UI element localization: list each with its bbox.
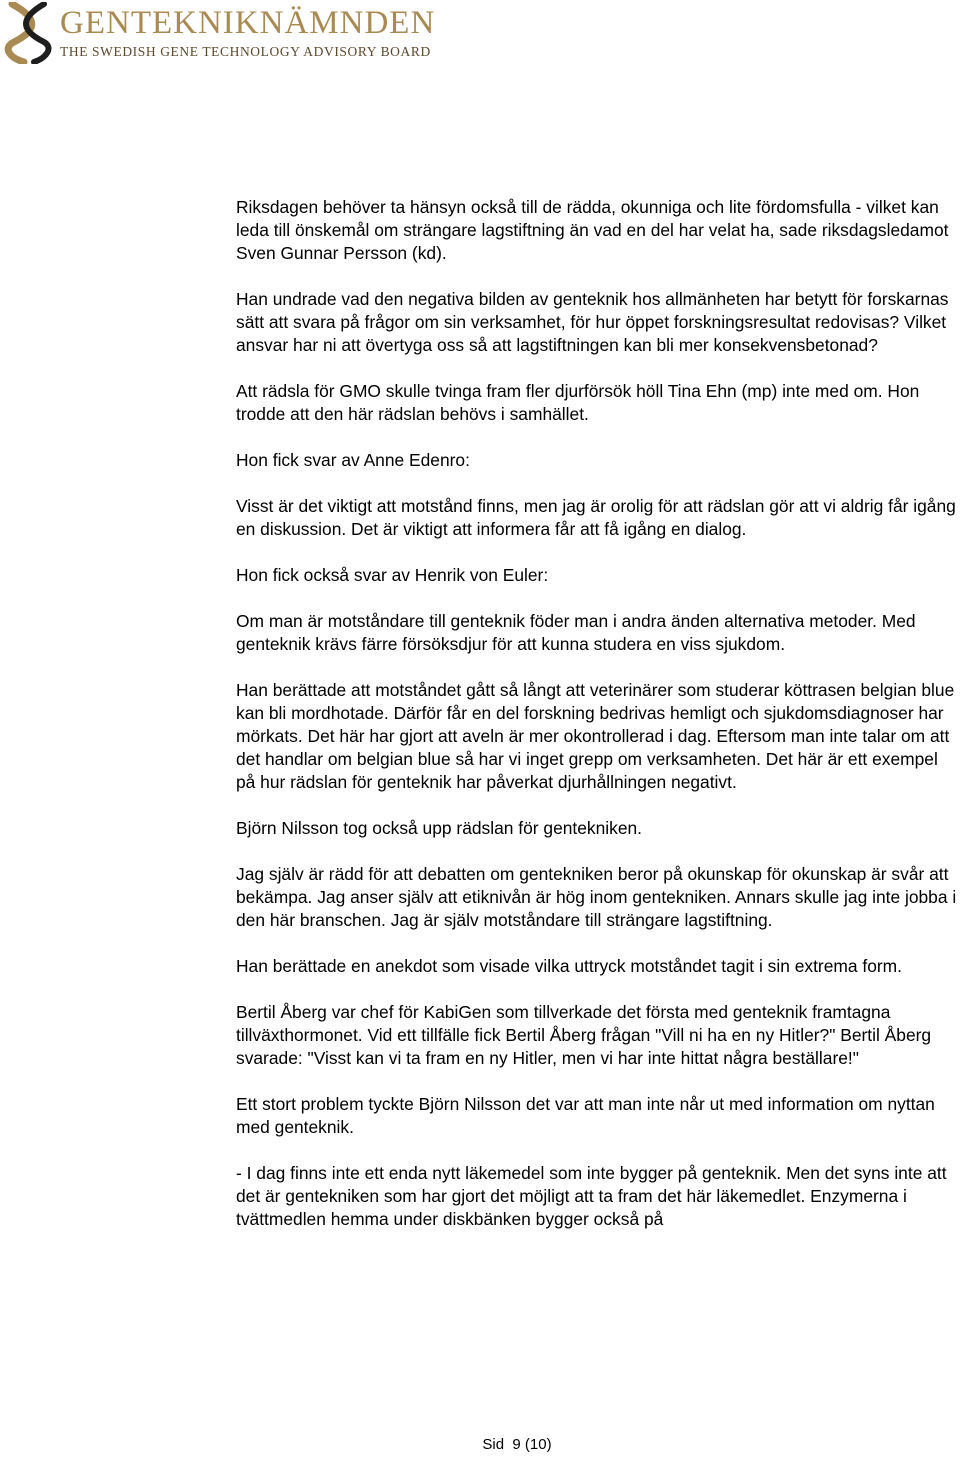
document-body	[236, 196, 958, 1254]
paragraph: Att rädsla för GMO skulle tvinga fram fler djurförsök höll Tina Ehn (mp) inte med om. Hon trodde att den här rädslan behövs i samhället.	[236, 381, 920, 424]
paragraph: Riksdagen behöver ta hänsyn också till de rädda, okunniga och lite fördomsfulla - vilket kan leda till önskemål om strängare lagstiftning än vad en del har velat ha, sade riksdagsledamot Sven Gunnar Persson (kd).	[236, 197, 949, 263]
paragraph: Om man är motståndare till genteknik föder man i andra änden alternativa metoder. Med genteknik krävs färre försöksdjur för att kunna studera en viss sjukdom.	[236, 611, 916, 654]
dna-helix-logo-icon	[4, 2, 54, 64]
paragraph: Hon fick också svar av Henrik von Euler:	[236, 565, 549, 585]
paragraph: Han berättade en anekdot som visade vilka uttryck motståndet tagit i sin extrema form.	[236, 956, 902, 976]
page-footer	[0, 1436, 960, 1454]
organization-name: GENTEKNIKNÄMNDEN	[60, 5, 436, 41]
paragraph: Han undrade vad den negativa bilden av genteknik hos allmänheten har betytt för forskarnas sätt att svara på frågor om sin verksamhet, för hur öppet forskningsresultat redovisas? Vilket ansvar har ni att övertyga oss så att lagstiftningen kan bli mer konsekvensbetonad?	[236, 289, 949, 355]
organization-subtitle: THE SWEDISH GENE TECHNOLOGY ADVISORY BOARD	[60, 44, 431, 59]
paragraph: Björn Nilsson tog också upp rädslan för gentekniken.	[236, 818, 643, 838]
paragraph: Hon fick svar av Anne Edenro:	[236, 450, 470, 470]
paragraph: Bertil Åberg var chef för KabiGen som tillverkade det första med genteknik framtagna tillväxthormonet. Vid ett tillfälle fick Bertil Åberg frågan "Vill ni ha en ny Hitler?" Bertil Åberg svarade: "Visst kan vi ta fram en ny Hitler, men vi har inte hittat några beställare!"	[236, 1002, 932, 1068]
paragraph: Jag själv är rädd för att debatten om gentekniken beror på okunskap för okunskap är svår att bekämpa. Jag anser själv att etiknivån är hög inom gentekniken. Annars skulle jag inte jobba i den här branschen. Jag är själv motståndare till strängare lagstiftning.	[236, 864, 957, 930]
paragraph: Han berättade att motståndet gått så långt att veterinärer som studerar köttrasen belgian blue kan bli mordhotade. Därför får en del forskning bedrivas hemligt och sjukdomsdiagnoser har mörkats. Det här har gjort att aveln är mer okontrollerad i dag. Eftersom man inte talar om att det handlar om belgian blue så har vi inget grepp om verksamheten. Det här är ett exempel på hur rädslan för genteknik har påverkat djurhållningen negativt.	[236, 680, 955, 792]
page-header	[0, 0, 960, 90]
paragraph: Visst är det viktigt att motstånd finns, men jag är orolig för att rädslan gör att vi aldrig får igång en diskussion. Det är viktigt att informera får att få igång en dialog.	[236, 496, 956, 539]
paragraph: - I dag finns inte ett enda nytt läkemedel som inte bygger på genteknik. Men det syns inte att det är gentekniken som har gjort det möjligt att ta fram det här läkemedlet. Enzymerna i tvättmedlen hemma under diskbänken bygger också på	[236, 1163, 947, 1229]
paragraph: Ett stort problem tyckte Björn Nilsson det var att man inte når ut med information om nyttan med genteknik.	[236, 1094, 935, 1137]
page-number: Sid 9 (10)	[482, 1436, 552, 1453]
